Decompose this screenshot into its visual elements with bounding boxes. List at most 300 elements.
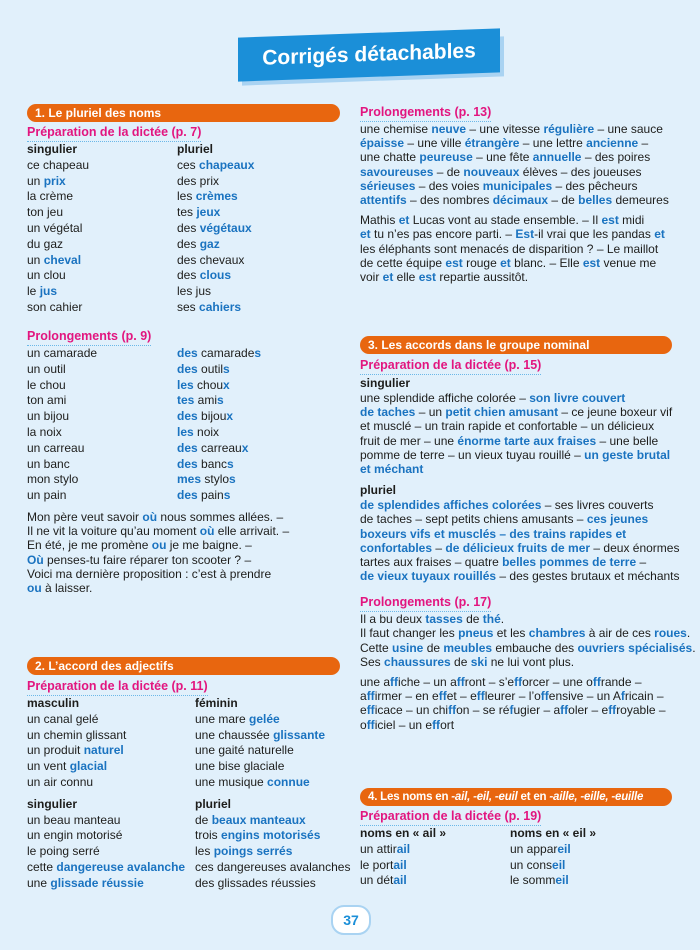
text: de taches – sept petits chiens amusants – xyxy=(360,512,587,527)
word-cell xyxy=(177,253,337,269)
text: – un xyxy=(415,405,446,420)
word-cell xyxy=(27,425,177,441)
word-cell xyxy=(177,237,337,253)
text-line xyxy=(27,567,340,581)
highlighted-text: jeux xyxy=(196,205,221,220)
text-line xyxy=(360,527,690,541)
text: embauche des xyxy=(492,640,578,655)
text: le chou xyxy=(27,377,66,392)
highlighted-text: ff xyxy=(456,675,465,689)
prolong-title: Prolongements (p. 13) xyxy=(360,105,491,122)
highlighted-text: décimaux xyxy=(492,192,549,207)
text: . xyxy=(692,640,696,655)
col-head: singulier xyxy=(27,796,78,811)
text: – une lettre xyxy=(519,136,587,151)
word-table xyxy=(360,826,680,842)
text: un camarade xyxy=(27,346,98,360)
text-line xyxy=(360,555,690,569)
text: un xyxy=(27,252,44,267)
text: trois xyxy=(195,828,222,843)
text: carreau xyxy=(197,440,242,455)
highlighted-text: un geste brutal xyxy=(584,447,671,462)
text: elle xyxy=(393,269,419,284)
text: un xyxy=(27,173,44,188)
highlighted-text: sérieuses xyxy=(360,178,416,193)
highlighted-text: est xyxy=(601,213,619,228)
text: ce chapeau xyxy=(27,157,90,172)
text: une chemise xyxy=(360,122,432,136)
text: stylo xyxy=(201,472,230,487)
text: un carreau xyxy=(27,440,85,455)
word-cell xyxy=(195,860,355,876)
text-line xyxy=(360,569,690,583)
paragraph xyxy=(360,675,690,732)
text-line xyxy=(360,136,690,150)
text: Il faut changer les xyxy=(360,626,459,641)
highlighted-text: chapeaux xyxy=(199,157,255,172)
text: – des voies xyxy=(415,178,483,193)
text-line xyxy=(360,689,690,703)
text: la noix xyxy=(27,424,62,439)
text: – ses livres couverts xyxy=(541,498,654,513)
word-cell xyxy=(27,268,177,284)
text: une bise glaciale xyxy=(195,759,285,774)
text: – des nombres xyxy=(406,192,493,207)
text: -il vrai que les pandas xyxy=(534,227,655,242)
text: un air connu xyxy=(27,774,94,789)
text-line xyxy=(360,150,690,164)
col-head: noms en « ail » xyxy=(360,826,447,840)
text: les xyxy=(177,189,196,204)
text: – une sauce xyxy=(594,122,663,136)
highlighted-text: chambres xyxy=(528,626,586,641)
text: et musclé – un train rapide et confortable – un délicieux xyxy=(360,419,655,434)
word-cell xyxy=(177,409,337,425)
word-cell xyxy=(195,759,355,775)
text: icace – un chi xyxy=(374,703,449,718)
text: de cette équipe xyxy=(360,255,446,270)
highlighted-text: et xyxy=(398,213,410,228)
word-cell xyxy=(177,189,337,205)
text: – de xyxy=(548,192,579,207)
highlighted-text: petit chien amusant xyxy=(445,405,559,420)
highlighted-text: est xyxy=(582,255,601,270)
highlighted-text: eil xyxy=(557,841,571,856)
text-line xyxy=(360,462,690,476)
text-line xyxy=(360,242,690,256)
text: un attir xyxy=(360,841,397,856)
text: tartes aux fraises – quatre xyxy=(360,554,503,569)
text: – une ville xyxy=(404,136,465,151)
col-head: pluriel xyxy=(177,142,214,156)
text-line xyxy=(360,448,690,462)
highlighted-text: ancienne xyxy=(586,136,639,151)
page-number: 37 xyxy=(331,905,371,935)
text-line xyxy=(360,703,690,717)
highlighted-text: des xyxy=(177,488,198,503)
text-line xyxy=(360,498,690,512)
text: les xyxy=(195,844,214,859)
paragraph xyxy=(360,122,690,207)
text-line xyxy=(360,640,696,655)
word-cell xyxy=(27,712,195,728)
text: le somm xyxy=(510,873,556,888)
text: chou xyxy=(193,377,224,392)
highlighted-text: x xyxy=(223,377,230,392)
text: rande – xyxy=(600,675,642,689)
prep-title: Préparation de la dictée (p. 11) xyxy=(27,679,208,696)
highlighted-text: naturel xyxy=(83,743,124,758)
text: une xyxy=(27,875,51,890)
highlighted-text: cahiers xyxy=(199,299,242,314)
highlighted-text: belles pommes de terre xyxy=(502,554,637,569)
highlighted-text: de vieux tuyaux rouillés xyxy=(360,569,497,584)
text: – xyxy=(432,540,446,555)
text: tu n’es pas encore parti. – xyxy=(370,227,516,242)
text: Mon père veut savoir xyxy=(27,509,143,524)
text: cette xyxy=(27,859,57,874)
text-line xyxy=(27,510,340,524)
word-cell xyxy=(27,488,177,504)
text-line xyxy=(27,581,340,595)
word-cell xyxy=(27,828,195,844)
highlighted-text: les xyxy=(177,377,194,392)
text: Cette xyxy=(360,640,393,655)
word-rows xyxy=(27,712,357,791)
text: . xyxy=(686,626,691,641)
text: venue me xyxy=(600,255,657,270)
col-head: noms en « eil » xyxy=(510,826,597,840)
word-table xyxy=(27,797,357,813)
text-line xyxy=(360,626,690,640)
text: . xyxy=(500,612,505,627)
text: Il a bu deux xyxy=(360,612,426,627)
text: un banc xyxy=(27,456,70,471)
word-cell xyxy=(510,842,670,858)
highlighted-text: ff xyxy=(432,717,441,732)
text: un chemin glissant xyxy=(27,727,127,742)
word-rows xyxy=(27,346,340,504)
text: ugier – a xyxy=(513,703,561,718)
text: une splendide affiche colorée – xyxy=(360,391,530,405)
text: je me baigne. – xyxy=(166,538,252,553)
highlighted-text: des xyxy=(177,456,198,471)
highlighted-text: peureuse xyxy=(419,150,473,165)
highlighted-text: mes xyxy=(177,472,202,487)
text: une a xyxy=(360,675,391,689)
word-cell xyxy=(177,158,337,174)
highlighted-text: ff xyxy=(366,717,375,732)
text: fruit de mer – une xyxy=(360,433,458,448)
highlighted-text: où xyxy=(142,509,158,524)
word-cell xyxy=(177,378,337,394)
text: pain xyxy=(197,488,224,503)
text: pomme de terre – un vieux tuyau rouillé – xyxy=(360,447,585,462)
text: blanc. – Elle xyxy=(510,255,583,270)
word-cell xyxy=(195,876,355,892)
text: – de xyxy=(433,164,464,179)
highlighted-text: et xyxy=(360,227,371,242)
text-line xyxy=(360,718,690,732)
page-title: Corrigés détachables xyxy=(262,39,476,70)
text-line xyxy=(360,270,690,284)
word-cell xyxy=(177,205,337,221)
word-cell xyxy=(27,743,195,759)
prep-title: Préparation de la dictée (p. 19) xyxy=(360,809,541,826)
text-line xyxy=(360,391,690,405)
text: mon stylo xyxy=(27,472,79,487)
word-cell xyxy=(27,189,177,205)
text: iciel – un e xyxy=(374,717,433,732)
text: Ses xyxy=(360,654,385,669)
highlighted-text: engins motorisés xyxy=(221,828,321,843)
text: rouge xyxy=(462,255,501,270)
highlighted-text: les xyxy=(177,424,194,439)
highlighted-text: boxeurs vifs et musclés – des trains rapides et xyxy=(360,526,627,541)
text: En été, je me promène xyxy=(27,538,152,553)
highlighted-text: des xyxy=(177,346,198,360)
group-head: singulier xyxy=(360,376,411,390)
highlighted-text: ff xyxy=(438,689,447,704)
text: les jus xyxy=(177,284,212,299)
word-cell xyxy=(177,221,337,237)
highlighted-text: attentifs xyxy=(360,192,407,207)
text: ricain – xyxy=(624,689,664,704)
text: son cahier xyxy=(27,299,83,314)
text: ort xyxy=(440,717,455,732)
prolong-title: Prolongements (p. 9) xyxy=(27,329,151,346)
highlighted-text: ff xyxy=(540,689,549,704)
word-cell xyxy=(360,873,510,889)
word-cell xyxy=(27,284,177,300)
text: ces dangereuses avalanches xyxy=(195,859,351,874)
text: demeures xyxy=(612,192,669,207)
text: on – se ré xyxy=(456,703,510,718)
text: à laisser. xyxy=(41,580,93,595)
section-2-prep xyxy=(27,679,357,892)
col-head: féminin xyxy=(195,696,238,710)
banner-face xyxy=(238,28,500,81)
section-1-prep xyxy=(27,125,340,316)
highlighted-text: énorme tarte aux fraises xyxy=(457,433,597,448)
word-cell xyxy=(177,441,337,457)
text: – des gestes brutaux et méchants xyxy=(496,569,680,584)
word-cell xyxy=(27,472,177,488)
text: outil xyxy=(197,361,224,376)
highlighted-text: connue xyxy=(267,774,310,789)
text: du gaz xyxy=(27,236,64,251)
section-4-header xyxy=(360,788,672,806)
highlighted-text: s xyxy=(223,361,230,376)
text: un engin motorisé xyxy=(27,828,123,843)
text: un beau manteau xyxy=(27,812,121,827)
highlighted-text: nouveaux xyxy=(463,164,520,179)
word-cell xyxy=(195,828,355,844)
word-cell xyxy=(195,813,355,829)
text: bijou xyxy=(197,409,227,424)
text: une musique xyxy=(195,774,268,789)
highlighted-text: glissante xyxy=(273,727,326,742)
paragraph xyxy=(27,510,340,595)
text: leurer – l’o xyxy=(484,689,541,704)
word-cell xyxy=(27,759,195,775)
highlighted-text: des xyxy=(177,361,198,376)
text: voir xyxy=(360,269,383,284)
word-cell xyxy=(27,393,177,409)
text: de xyxy=(423,640,444,655)
text: la crème xyxy=(27,189,74,204)
text-line xyxy=(360,675,690,689)
highlighted-text: tes xyxy=(177,393,195,408)
highlighted-text: ff xyxy=(592,675,601,689)
highlighted-text: et xyxy=(382,269,394,284)
word-cell xyxy=(177,393,337,409)
highlighted-text: s xyxy=(217,393,224,408)
prep-title: Préparation de la dictée (p. 7) xyxy=(27,125,201,142)
text: oler – e xyxy=(568,703,609,718)
text: un pain xyxy=(27,488,67,503)
paragraph xyxy=(360,612,696,669)
text: un clou xyxy=(27,268,66,283)
highlighted-text: jus xyxy=(39,284,58,299)
text-line xyxy=(360,512,690,526)
highlighted-text: Est xyxy=(515,227,535,242)
title-banner xyxy=(238,33,502,81)
word-cell xyxy=(27,409,177,425)
highlighted-text: ces jeunes xyxy=(586,512,649,527)
section-2-prolong xyxy=(360,105,690,284)
text: – une fête xyxy=(472,150,533,165)
highlighted-text: glissade réussie xyxy=(50,875,144,890)
word-cell xyxy=(27,362,177,378)
highlighted-text: chaussures xyxy=(384,654,451,669)
word-cell xyxy=(510,873,670,889)
highlighted-text: son livre couvert xyxy=(529,391,626,405)
highlighted-text: pneus xyxy=(458,626,494,641)
text: des prix xyxy=(177,173,220,188)
word-cell xyxy=(360,858,510,874)
highlighted-text: s xyxy=(229,472,236,487)
highlighted-text: -aille, -eille, -euille xyxy=(549,791,644,803)
highlighted-text: ou xyxy=(27,580,42,595)
highlighted-text: thé xyxy=(482,612,501,627)
text: le xyxy=(27,284,40,299)
text: royable – xyxy=(616,703,666,718)
prep-title: Préparation de la dictée (p. 15) xyxy=(360,358,541,375)
word-cell xyxy=(27,205,177,221)
text-line xyxy=(27,538,340,552)
highlighted-text: est xyxy=(445,255,463,270)
highlighted-text: est xyxy=(418,269,437,284)
text: banc xyxy=(197,456,228,471)
text: des xyxy=(177,220,200,235)
paragraph xyxy=(360,498,690,583)
text: a xyxy=(360,689,367,704)
col-head: masculin xyxy=(27,696,80,710)
highlighted-text: ail xyxy=(396,841,411,856)
text: un dét xyxy=(360,873,394,888)
highlighted-text: x xyxy=(226,409,234,424)
text: irmer – en e xyxy=(374,689,439,704)
word-table xyxy=(27,142,340,158)
text: un produit xyxy=(27,743,84,758)
word-rows xyxy=(27,158,340,316)
word-cell xyxy=(177,425,337,441)
highlighted-text: ff xyxy=(366,689,375,704)
word-cell xyxy=(177,457,337,473)
text: – ce jeune boxeur vif xyxy=(558,405,673,420)
word-cell xyxy=(27,174,177,190)
highlighted-text: ail xyxy=(393,873,407,888)
word-cell xyxy=(177,488,337,504)
text-line xyxy=(360,122,690,136)
text-line xyxy=(360,256,690,270)
text: o xyxy=(360,717,367,732)
highlighted-text: des xyxy=(177,440,198,455)
text: – xyxy=(636,554,647,569)
word-rows xyxy=(27,813,357,892)
text: ront – s’e xyxy=(464,675,515,689)
highlighted-text: f xyxy=(620,689,625,704)
text: une mare xyxy=(195,711,250,726)
text-line xyxy=(360,434,690,448)
text: de xyxy=(450,654,471,669)
word-cell xyxy=(27,237,177,253)
word-cell xyxy=(177,268,337,284)
highlighted-text: -ail, -eil, -euil xyxy=(451,791,518,803)
text: un outil xyxy=(27,361,66,376)
text: orcer – une o xyxy=(522,675,593,689)
text: des xyxy=(177,236,200,251)
highlighted-text: crèmes xyxy=(195,189,238,204)
text: repartie aussitôt. xyxy=(436,269,529,284)
text: tes xyxy=(177,205,197,220)
highlighted-text: f xyxy=(509,703,514,718)
text: nous sommes allées. – xyxy=(157,509,284,524)
section-3-header: 3. Les accords dans le groupe nominal xyxy=(360,336,672,354)
highlighted-text: ff xyxy=(448,703,457,718)
word-cell xyxy=(195,844,355,860)
text-line xyxy=(27,553,340,567)
highlighted-text: neuve xyxy=(431,122,467,136)
highlighted-text: et xyxy=(654,227,665,242)
word-cell xyxy=(510,858,670,874)
highlighted-text: ou xyxy=(151,538,167,553)
highlighted-text: s xyxy=(227,456,234,471)
word-table xyxy=(27,696,357,712)
text: de xyxy=(195,812,212,827)
text-line xyxy=(360,541,690,555)
text: – deux énormes xyxy=(590,540,680,555)
text: elle arrivait. – xyxy=(214,524,290,539)
text: – une belle xyxy=(596,433,659,448)
highlighted-text: épaisse xyxy=(360,136,405,151)
word-cell xyxy=(195,775,355,791)
text: Mathis xyxy=(360,213,399,228)
highlighted-text: ski xyxy=(470,654,488,669)
highlighted-text: meubles xyxy=(443,640,493,655)
text: – des poires xyxy=(581,150,651,165)
highlighted-text: dangereuse avalanche xyxy=(56,859,186,874)
highlighted-text: confortables xyxy=(360,540,433,555)
section-1-prolong xyxy=(27,329,340,595)
text: 4. Les noms en xyxy=(368,791,452,803)
highlighted-text: gaz xyxy=(199,236,220,251)
word-cell xyxy=(27,158,177,174)
prolong-title: Prolongements (p. 17) xyxy=(360,595,491,612)
highlighted-text: municipales xyxy=(482,178,553,193)
word-cell xyxy=(27,253,177,269)
